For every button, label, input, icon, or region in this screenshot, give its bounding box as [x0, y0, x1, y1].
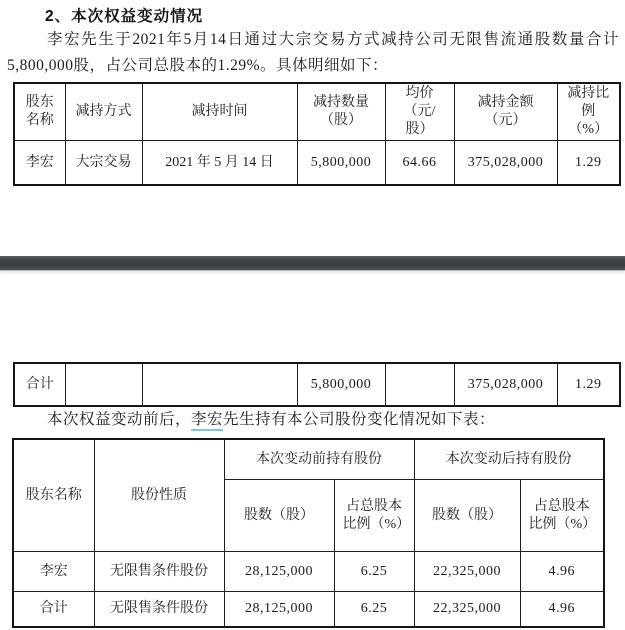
- cell-shareholder: 李宏: [14, 141, 65, 186]
- cell-total-ratio: 1.29: [557, 363, 620, 406]
- cell-empty: [142, 363, 297, 406]
- cell-total-amount: 375,028,000: [454, 363, 557, 406]
- table-row: [13, 552, 604, 592]
- table-total-row: [14, 363, 620, 406]
- header-share-nature: 股份性质: [94, 439, 224, 552]
- table-header-row: [14, 83, 620, 141]
- cell-shareholder: 李宏: [13, 552, 94, 592]
- table-total-row: [13, 592, 604, 628]
- cell-shares-after: 22,325,000: [414, 592, 520, 628]
- table-row: [14, 141, 620, 186]
- cell-quantity: 5,800,000: [297, 141, 385, 186]
- header-reduction-ratio: 减持比例（%）: [557, 83, 620, 141]
- intro-paragraph: 李宏先生于2021年5月14日通过大宗交易方式减持公司无限售流通股数量合计5,800,000股，占公司总股本的1.29%。具体明细如下：: [7, 31, 619, 74]
- header-average-price: 均价（元/股）: [385, 83, 454, 141]
- note-prefix: 本次权益变动前后，: [47, 411, 192, 428]
- header-after-change-group: 本次变动后持有股份: [414, 439, 604, 480]
- reduction-detail-table: [13, 82, 621, 186]
- cell-nature: 无限售条件股份: [94, 592, 224, 628]
- section-heading: 2、本次权益变动情况: [45, 8, 204, 25]
- header-reduction-quantity: 减持数量（股）: [297, 83, 385, 141]
- header-shares-after: 股数（股）: [414, 480, 520, 552]
- header-reduction-amount: 减持金额（元）: [454, 83, 557, 141]
- cell-empty: [65, 363, 142, 406]
- holdings-change-table: [12, 438, 605, 628]
- cell-ratio-before: 6.25: [334, 592, 414, 628]
- header-reduction-method: 减持方式: [65, 83, 142, 141]
- note-suffix: 先生持有本公司股份变化情况如下表：: [223, 411, 496, 428]
- cell-amount: 375,028,000: [454, 141, 557, 186]
- page-break-divider: [0, 256, 625, 271]
- header-reduction-time: 减持时间: [142, 83, 297, 141]
- cell-method: 大宗交易: [65, 141, 142, 186]
- cell-total-label: 合计: [14, 363, 65, 406]
- table-group-header-row: [13, 439, 604, 480]
- cell-ratio-after: 4.96: [520, 592, 604, 628]
- header-ratio-before: 占总股本比例（%）: [334, 480, 414, 552]
- cell-price: 64.66: [385, 141, 454, 186]
- cell-ratio-after: 4.96: [520, 552, 604, 592]
- cell-shares-before: 28,125,000: [224, 552, 334, 592]
- header-ratio-after: 占总股本比例（%）: [520, 480, 604, 552]
- reduction-total-table: [13, 362, 621, 407]
- cell-total-quantity: 5,800,000: [297, 363, 385, 406]
- header-shares-before: 股数（股）: [224, 480, 334, 552]
- cell-shares-before: 28,125,000: [224, 592, 334, 628]
- cell-shares-after: 22,325,000: [414, 552, 520, 592]
- note-line: [7, 408, 619, 432]
- header-shareholder-name: 股东名称: [13, 439, 94, 552]
- cell-empty: [385, 363, 454, 406]
- shareholder-name-underlined: 李宏: [191, 411, 223, 431]
- cell-ratio: 1.29: [557, 141, 620, 186]
- cell-ratio-before: 6.25: [334, 552, 414, 592]
- header-before-change-group: 本次变动前持有股份: [224, 439, 414, 480]
- cell-nature: 无限售条件股份: [94, 552, 224, 592]
- cell-total-label: 合计: [13, 592, 94, 628]
- cell-time: 2021 年 5 月 14 日: [142, 141, 297, 186]
- header-shareholder-name: 股东名称: [14, 83, 65, 141]
